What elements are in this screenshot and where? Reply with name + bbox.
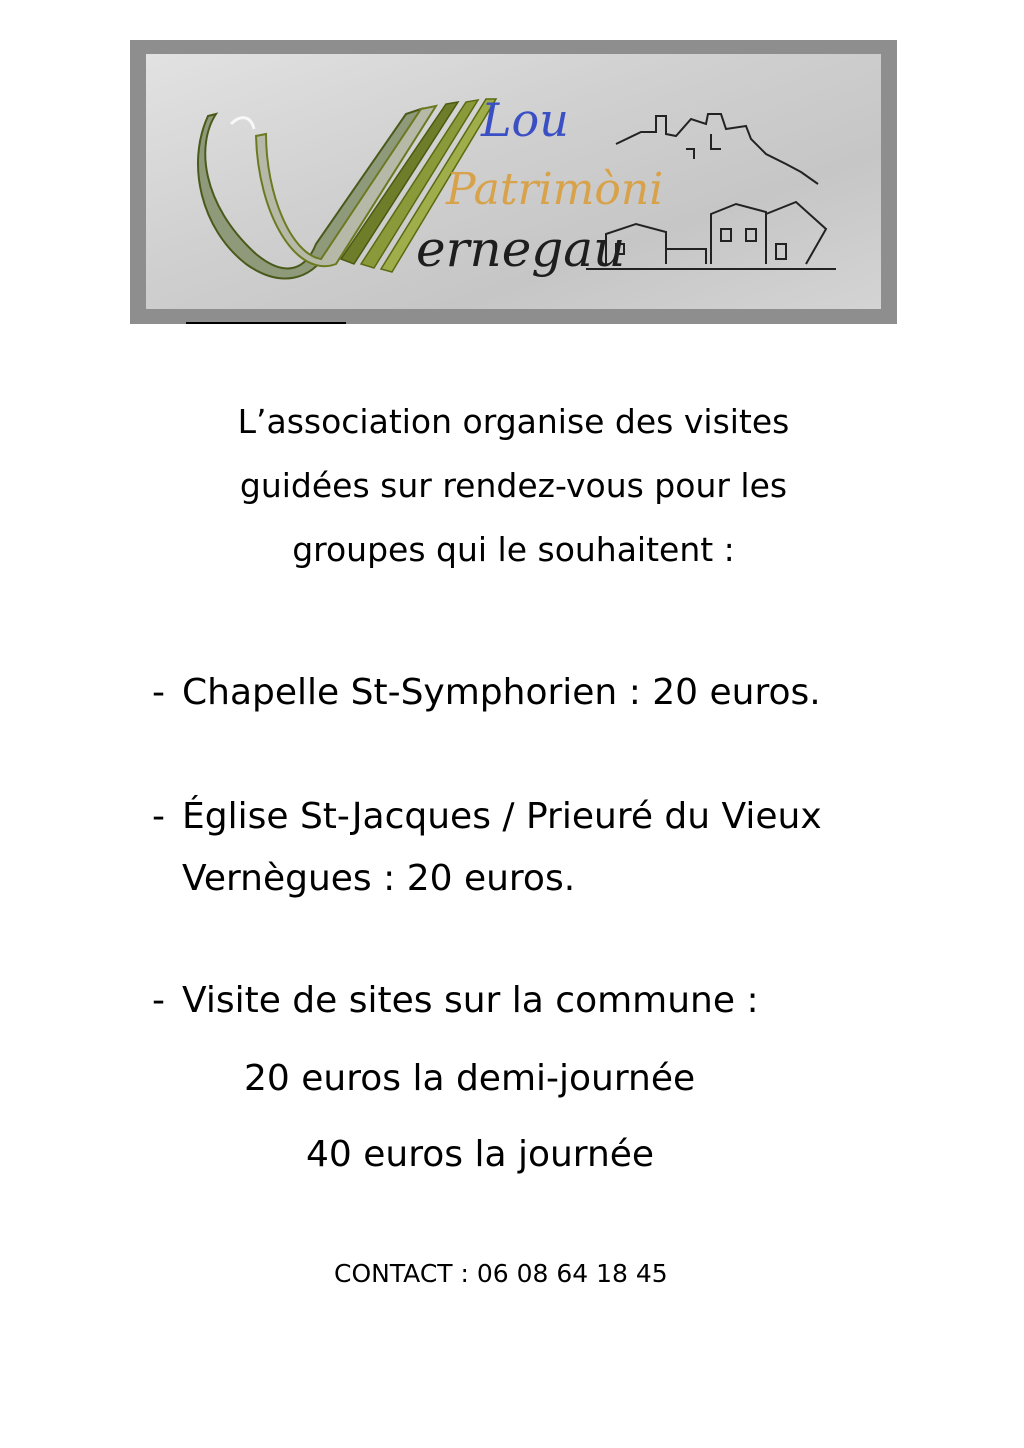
list-item-text: Visite de sites sur la commune : — [182, 980, 759, 1021]
logo-underline — [186, 322, 346, 324]
logo-artwork — [146, 54, 881, 309]
list-item-text: Chapelle St-Symphorien : 20 euros. — [182, 672, 821, 713]
list-dash: - — [152, 796, 165, 837]
list-item-eglise — [152, 786, 822, 910]
list-item-visite — [152, 970, 759, 1032]
list-item-text: Église St-Jacques / Prieuré du Vieux — [182, 796, 822, 837]
list-dash: - — [152, 980, 165, 1021]
intro-paragraph — [130, 390, 897, 582]
list-item-chapelle — [152, 662, 821, 724]
intro-line-3: groupes qui le souhaitent : — [292, 530, 735, 569]
price-full-day: 40 euros la journée — [306, 1134, 655, 1175]
logo-frame — [130, 40, 897, 324]
logo-banner — [146, 54, 881, 309]
logo-text-vernegau: ernegau — [416, 220, 626, 278]
logo-text-patrimoni: Patrimòni — [446, 164, 664, 215]
intro-line-2: guidées sur rendez-vous pour les — [239, 466, 788, 505]
list-dash: - — [152, 672, 165, 713]
list-item-continuation: Vernègues : 20 euros. — [182, 858, 576, 899]
intro-line-1: L’association organise des visites — [237, 402, 790, 441]
logo-text-lou: Lou — [481, 93, 569, 147]
contact-line: CONTACT : 06 08 64 18 45 — [334, 1259, 668, 1288]
price-half-day: 20 euros la demi-journée — [244, 1058, 696, 1099]
